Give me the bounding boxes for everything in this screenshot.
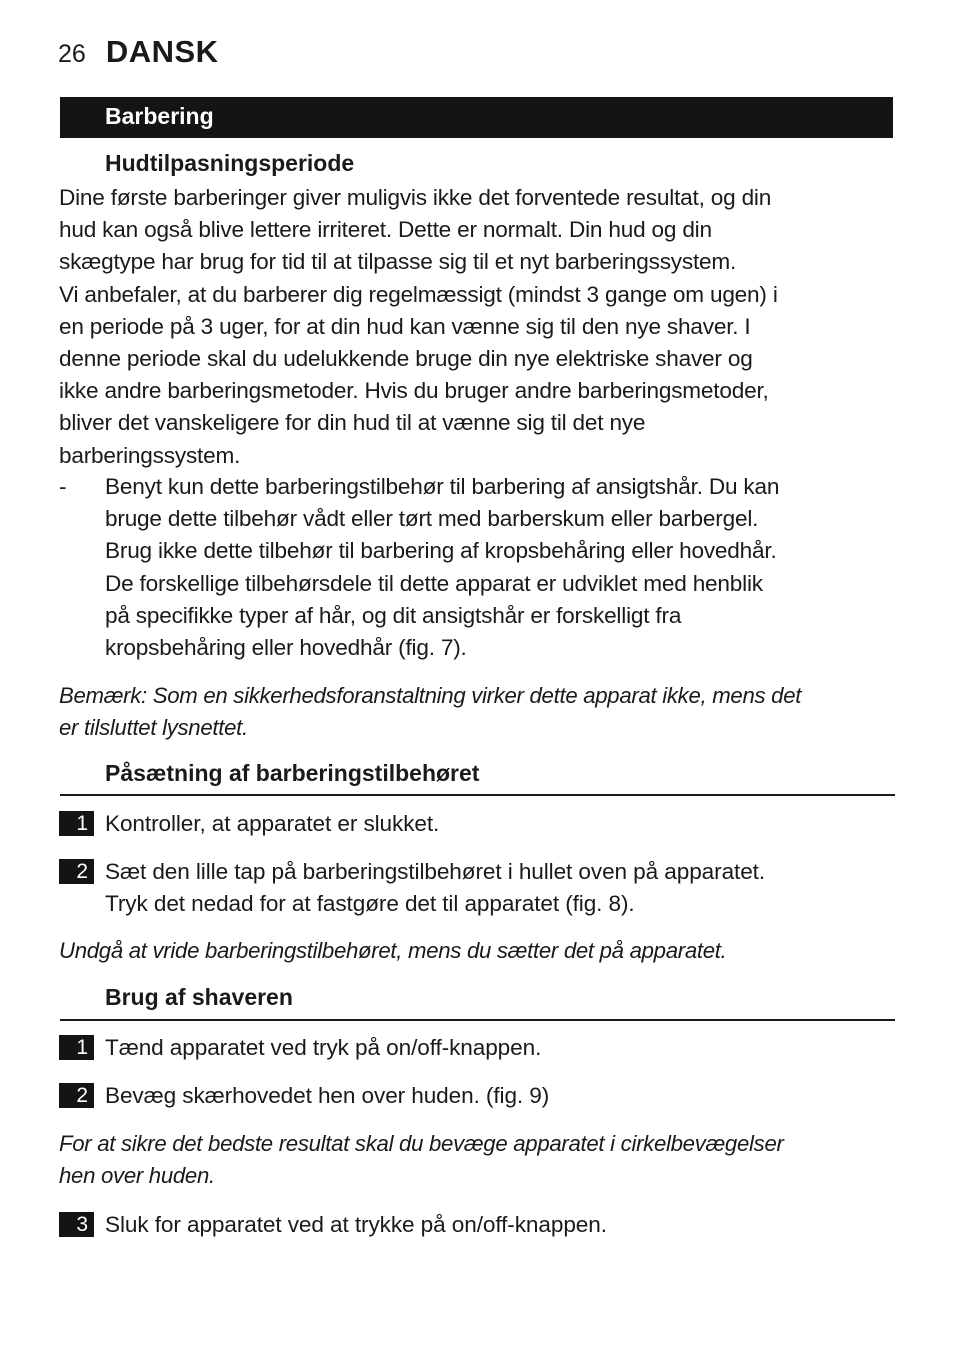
step-line: Kontroller, at apparatet er slukket. [105,811,440,836]
paragraph-line: barberingssystem. [59,442,241,468]
step-line: Sluk for apparatet ved at trykke på on/off-knappen. [105,1212,607,1237]
step-text [105,1080,549,1112]
section-bar [60,97,893,138]
attach-note: Undgå at vride barberingstilbehøret, mens du sætter det på apparatet. [59,938,727,963]
attach-step-1 [59,808,899,840]
use-divider [60,1019,895,1021]
skin-period-paragraph [59,182,899,472]
bullet-line: på specifikke typer af hår, og dit ansigtshår er forskelligt fra [105,602,682,628]
page-number: 26 [58,40,86,68]
paragraph-line: denne periode skal du udelukkende bruge din nye elektriske shaver og [59,346,753,372]
section-title: Barbering [105,103,214,129]
use-heading: Brug af shaveren [105,984,293,1010]
bullet-line: bruge dette tilbehør vådt eller tørt med barberskum eller barbergel. [105,506,759,532]
step-text [105,1209,607,1241]
bullet-text [105,471,779,664]
step-text [105,856,765,920]
paragraph-line: en periode på 3 uger, for at din hud kan vænne sig til den nye shaver. I [59,313,751,339]
note-line: hen over huden. [59,1163,215,1188]
bullet-item [59,471,899,664]
paragraph-line: skægtype har brug for tid til at tilpasse sig til et nyt barberingssystem. [59,249,737,275]
note-line: For at sikre det bedste resultat skal du bevæge apparatet i cirkelbevægelser [59,1131,784,1156]
paragraph-line: bliver det vanskeligere for din hud til at vænne sig til det nye [59,410,646,436]
paragraph-line: Vi anbefaler, at du barberer dig regelmæssigt (mindst 3 gange om ugen) i [59,281,778,307]
bullet-dash: - [59,474,67,499]
attach-divider [60,794,895,796]
step-number-badge: 1 [59,1035,94,1060]
use-step-1 [59,1032,899,1064]
paragraph-line: hud kan også blive lettere irriteret. Dette er normalt. Din hud og din [59,217,712,243]
step-line: Tryk det nedad for at fastgøre det til apparatet (fig. 8). [105,891,635,917]
note-line: er tilsluttet lysnettet. [59,715,248,740]
language-title: DANSK [105,34,219,69]
step-line: Bevæg skærhovedet hen over huden. (fig. 9) [105,1083,550,1108]
page-header [58,34,219,74]
bullet-line: De forskellige tilbehørsdele til dette apparat er udviklet med henblik [105,570,763,596]
attach-heading: Påsætning af barberingstilbehøret [105,760,480,786]
step-number-badge: 2 [59,859,94,884]
attach-step-2 [59,856,899,920]
bullet-line: Benyt kun dette barberingstilbehør til barbering af ansigtshår. Du kan [105,474,780,499]
use-note [59,1128,909,1192]
bullet-line: kropsbehåring eller hovedhår (fig. 7). [105,635,467,661]
bullet-list [59,471,899,664]
step-number-badge: 1 [59,811,94,836]
step-text [105,1032,541,1064]
step-line: Tænd apparatet ved tryk på on/off-knappen. [105,1035,542,1060]
step-text [105,808,439,840]
step-number-badge: 3 [59,1212,94,1237]
bullet-line: Brug ikke dette tilbehør til barbering af kropsbehåring eller hovedhår. [105,538,777,564]
safety-note [59,680,909,744]
step-line: Sæt den lille tap på barberingstilbehøret i hullet oven på apparatet. [105,859,766,884]
use-step-2 [59,1080,899,1112]
paragraph-line: ikke andre barberingsmetoder. Hvis du bruger andre barberingsmetoder, [59,378,769,404]
paragraph-line: Dine første barberinger giver muligvis ikke det forventede resultat, og din [59,185,772,210]
note-line: Bemærk: Som en sikkerhedsforanstaltning virker dette apparat ikke, mens det [59,683,802,708]
skin-period-heading: Hudtilpasningsperiode [105,150,355,176]
step-number-badge: 2 [59,1083,94,1108]
use-step-3 [59,1209,899,1241]
